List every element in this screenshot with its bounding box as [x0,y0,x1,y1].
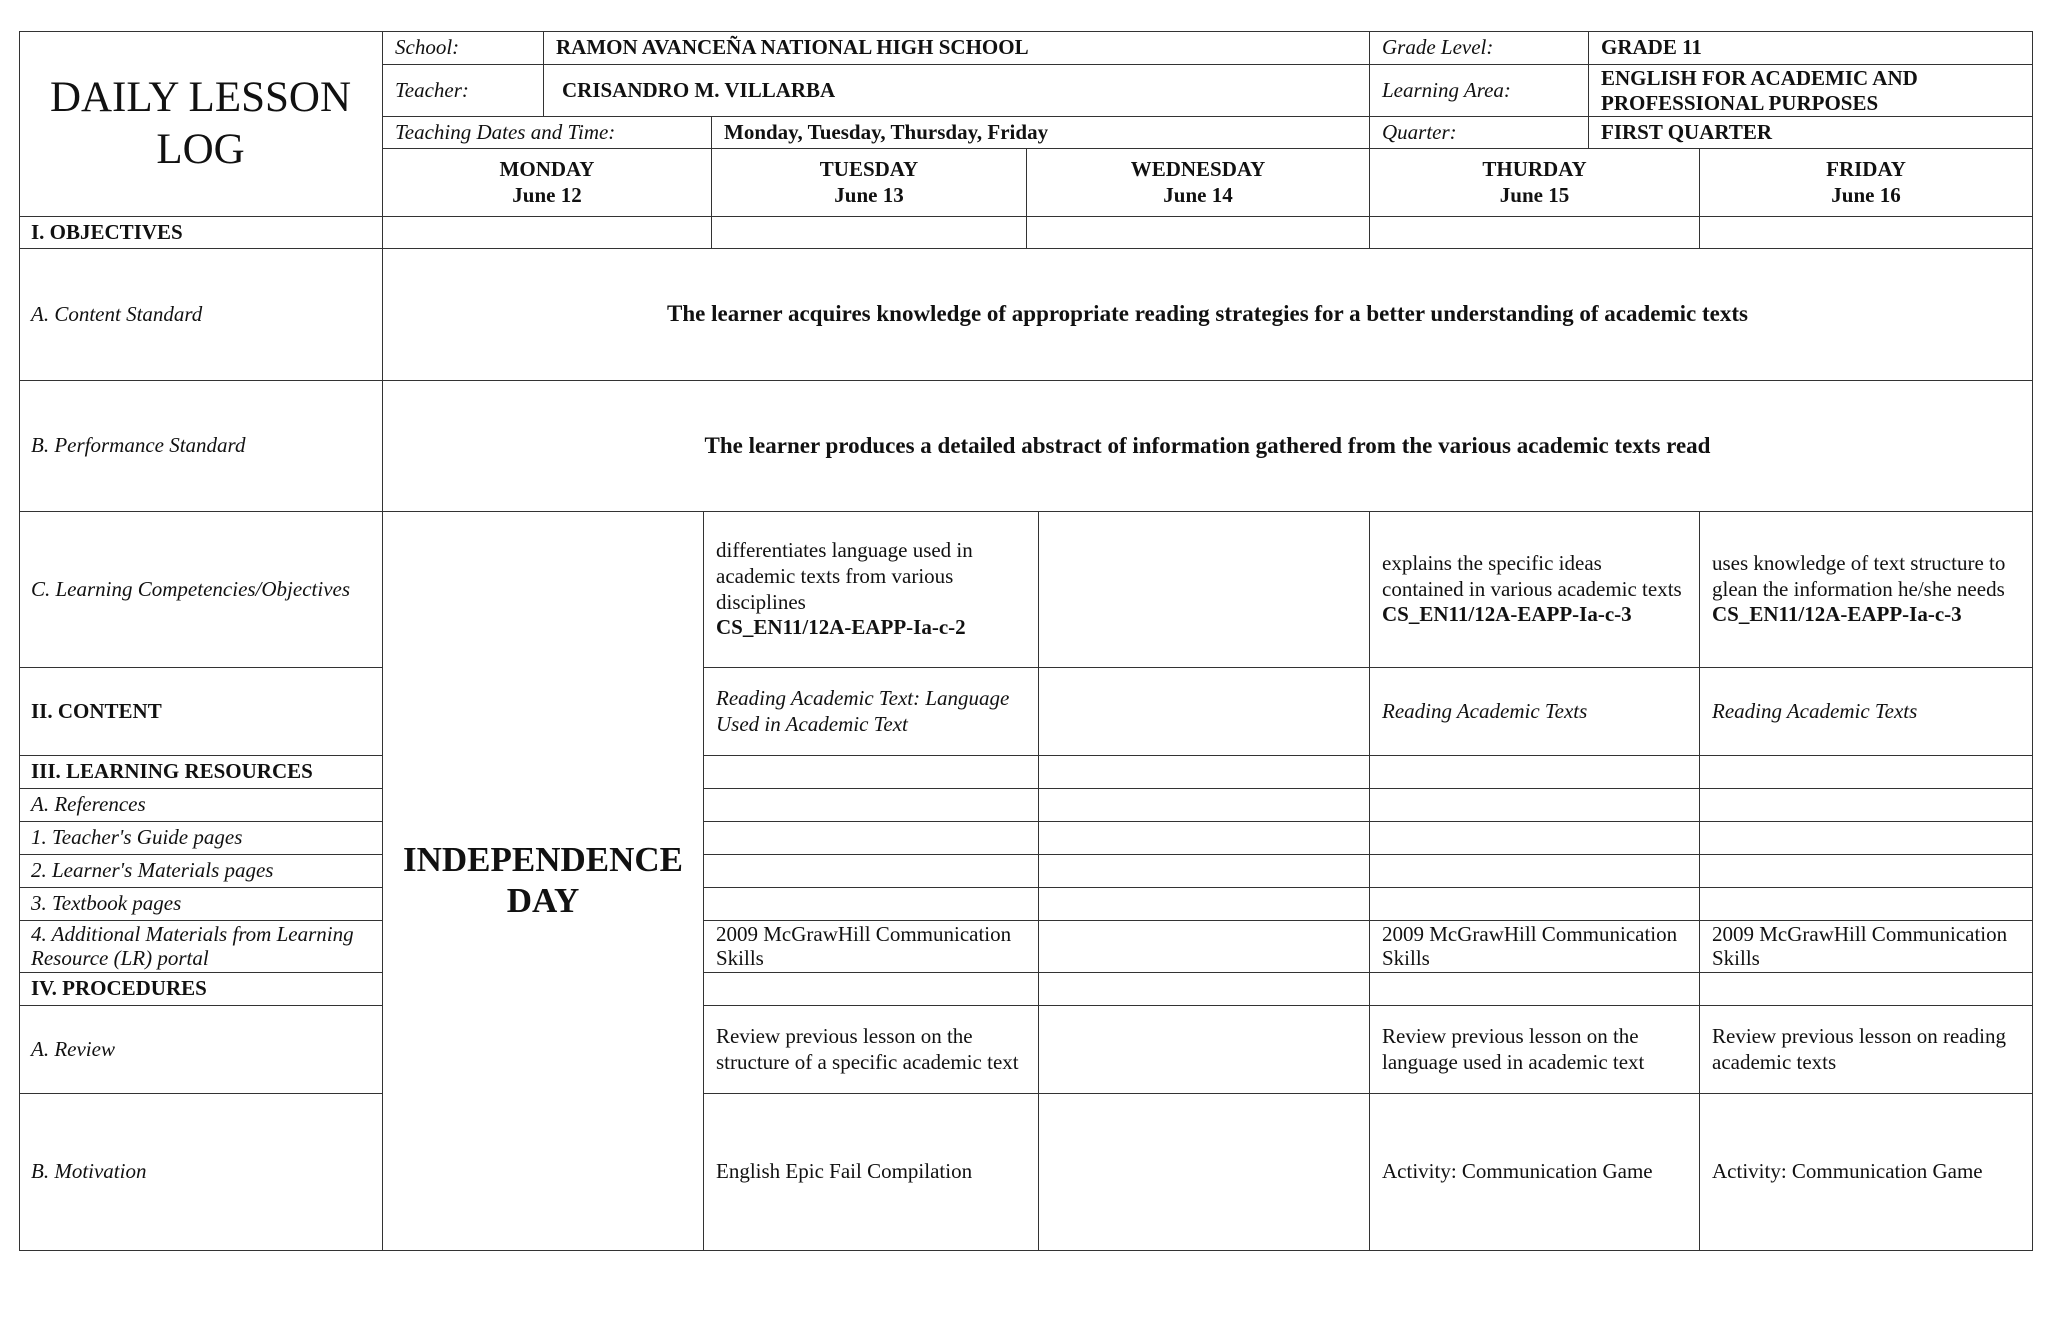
row-label-additional-materials: 4. Additional Materials from Learning Resource (LR) portal [19,921,383,973]
friday-motivation: Activity: Communication Game [1700,1094,2033,1251]
thursday-competency [1370,512,1700,668]
empty-cell [1700,855,2033,888]
competency-code: CS_EN11/12A-EAPP-Ia-c-3 [1712,602,1962,627]
grade-label: Grade Level: [1370,31,1589,65]
row-label-competencies: C. Learning Competencies/Objectives [19,512,383,668]
day-name: WEDNESDAY [1130,156,1266,181]
tuesday-competency [704,512,1039,668]
friday-competency [1700,512,2033,668]
empty-cell [1039,888,1370,921]
day-date: June 15 [1499,182,1570,207]
document-title: DAILY LESSON LOG [19,31,383,217]
empty-cell [1039,512,1370,668]
tuesday-motivation: English Epic Fail Compilation [704,1094,1039,1251]
day-header-thursday [1370,149,1700,217]
teacher-label: Teacher: [383,65,544,117]
empty-cell [1700,973,2033,1006]
tuesday-content: Reading Academic Text: Language Used in Academic Text [704,668,1039,756]
empty-cell [704,973,1039,1006]
tuesday-additional-materials: 2009 McGrawHill Communication Skills [704,921,1039,973]
empty-cell [1700,888,2033,921]
empty-cell [383,217,712,249]
row-label-performance-standard: B. Performance Standard [19,381,383,512]
competency-text: explains the specific ideas contained in various academic texts [1382,551,1682,601]
row-label-review: A. Review [19,1006,383,1094]
teaching-dates-label: Teaching Dates and Time: [383,117,712,149]
section-procedures: IV. PROCEDURES [19,973,383,1006]
empty-cell [1370,888,1700,921]
day-header-tuesday [712,149,1027,217]
empty-cell [712,217,1027,249]
quarter-value: FIRST QUARTER [1589,117,2033,149]
empty-cell [1370,789,1700,822]
day-name: MONDAY [499,156,595,181]
row-label-content-standard: A. Content Standard [19,249,383,381]
row-label-teachers-guide: 1. Teacher's Guide pages [19,822,383,855]
empty-cell [1370,855,1700,888]
day-date: June 12 [512,182,582,207]
day-date: June 14 [1163,182,1233,207]
thursday-additional-materials: 2009 McGrawHill Communication Skills [1370,921,1700,973]
competency-code: CS_EN11/12A-EAPP-Ia-c-3 [1382,602,1632,627]
empty-cell [1039,1094,1370,1251]
empty-cell [1039,668,1370,756]
learning-area-value: ENGLISH FOR ACADEMIC AND PROFESSIONAL PURPOSES [1589,65,2033,117]
teaching-dates-value: Monday, Tuesday, Thursday, Friday [712,117,1370,149]
empty-cell [1700,756,2033,789]
learning-area-label: Learning Area: [1370,65,1589,117]
empty-cell [704,789,1039,822]
day-name: FRIDAY [1826,156,1906,181]
empty-cell [1700,789,2033,822]
row-label-textbook: 3. Textbook pages [19,888,383,921]
section-objectives: I. OBJECTIVES [19,217,383,249]
school-label: School: [383,31,544,65]
tuesday-review: Review previous lesson on the structure of a specific academic text [704,1006,1039,1094]
school-value: RAMON AVANCEÑA NATIONAL HIGH SCHOOL [544,31,1370,65]
empty-cell [1370,217,1700,249]
friday-content: Reading Academic Texts [1700,668,2033,756]
competency-code: CS_EN11/12A-EAPP-Ia-c-2 [716,615,966,640]
grade-value: GRADE 11 [1589,31,2033,65]
friday-additional-materials: 2009 McGrawHill Communication Skills [1700,921,2033,973]
holiday-independence-day: INDEPENDENCE DAY [383,512,704,1251]
section-learning-resources: III. LEARNING RESOURCES [19,756,383,789]
empty-cell [704,888,1039,921]
teacher-value: CRISANDRO M. VILLARBA [544,65,1370,117]
empty-cell [1370,756,1700,789]
row-label-motivation: B. Motivation [19,1094,383,1251]
section-content: II. CONTENT [19,668,383,756]
performance-standard-text: The learner produces a detailed abstract of information gathered from the various academic texts read [383,381,2033,512]
empty-cell [1039,822,1370,855]
day-name: THURDAY [1482,156,1587,181]
quarter-label: Quarter: [1370,117,1589,149]
empty-cell [1700,822,2033,855]
competency-text: uses knowledge of text structure to glean the information he/she needs [1712,551,2006,601]
row-label-learners-materials: 2. Learner's Materials pages [19,855,383,888]
day-header-friday [1700,149,2033,217]
day-name: TUESDAY [819,156,919,181]
empty-cell [1039,1006,1370,1094]
competency-text: differentiates language used in academic texts from various disciplines [716,538,973,614]
empty-cell [704,756,1039,789]
day-date: June 16 [1831,182,1901,207]
day-header-monday [383,149,712,217]
friday-review: Review previous lesson on reading academic texts [1700,1006,2033,1094]
empty-cell [1027,217,1370,249]
empty-cell [1370,822,1700,855]
empty-cell [1039,789,1370,822]
thursday-motivation: Activity: Communication Game [1370,1094,1700,1251]
empty-cell [704,822,1039,855]
day-date: June 13 [834,182,904,207]
empty-cell [1039,921,1370,973]
content-standard-text: The learner acquires knowledge of appropriate reading strategies for a better understanding of academic texts [383,249,2033,381]
empty-cell [1700,217,2033,249]
empty-cell [1039,973,1370,1006]
empty-cell [704,855,1039,888]
day-header-wednesday [1027,149,1370,217]
thursday-review: Review previous lesson on the language used in academic text [1370,1006,1700,1094]
thursday-content: Reading Academic Texts [1370,668,1700,756]
row-label-references: A. References [19,789,383,822]
empty-cell [1039,756,1370,789]
empty-cell [1370,973,1700,1006]
empty-cell [1039,855,1370,888]
